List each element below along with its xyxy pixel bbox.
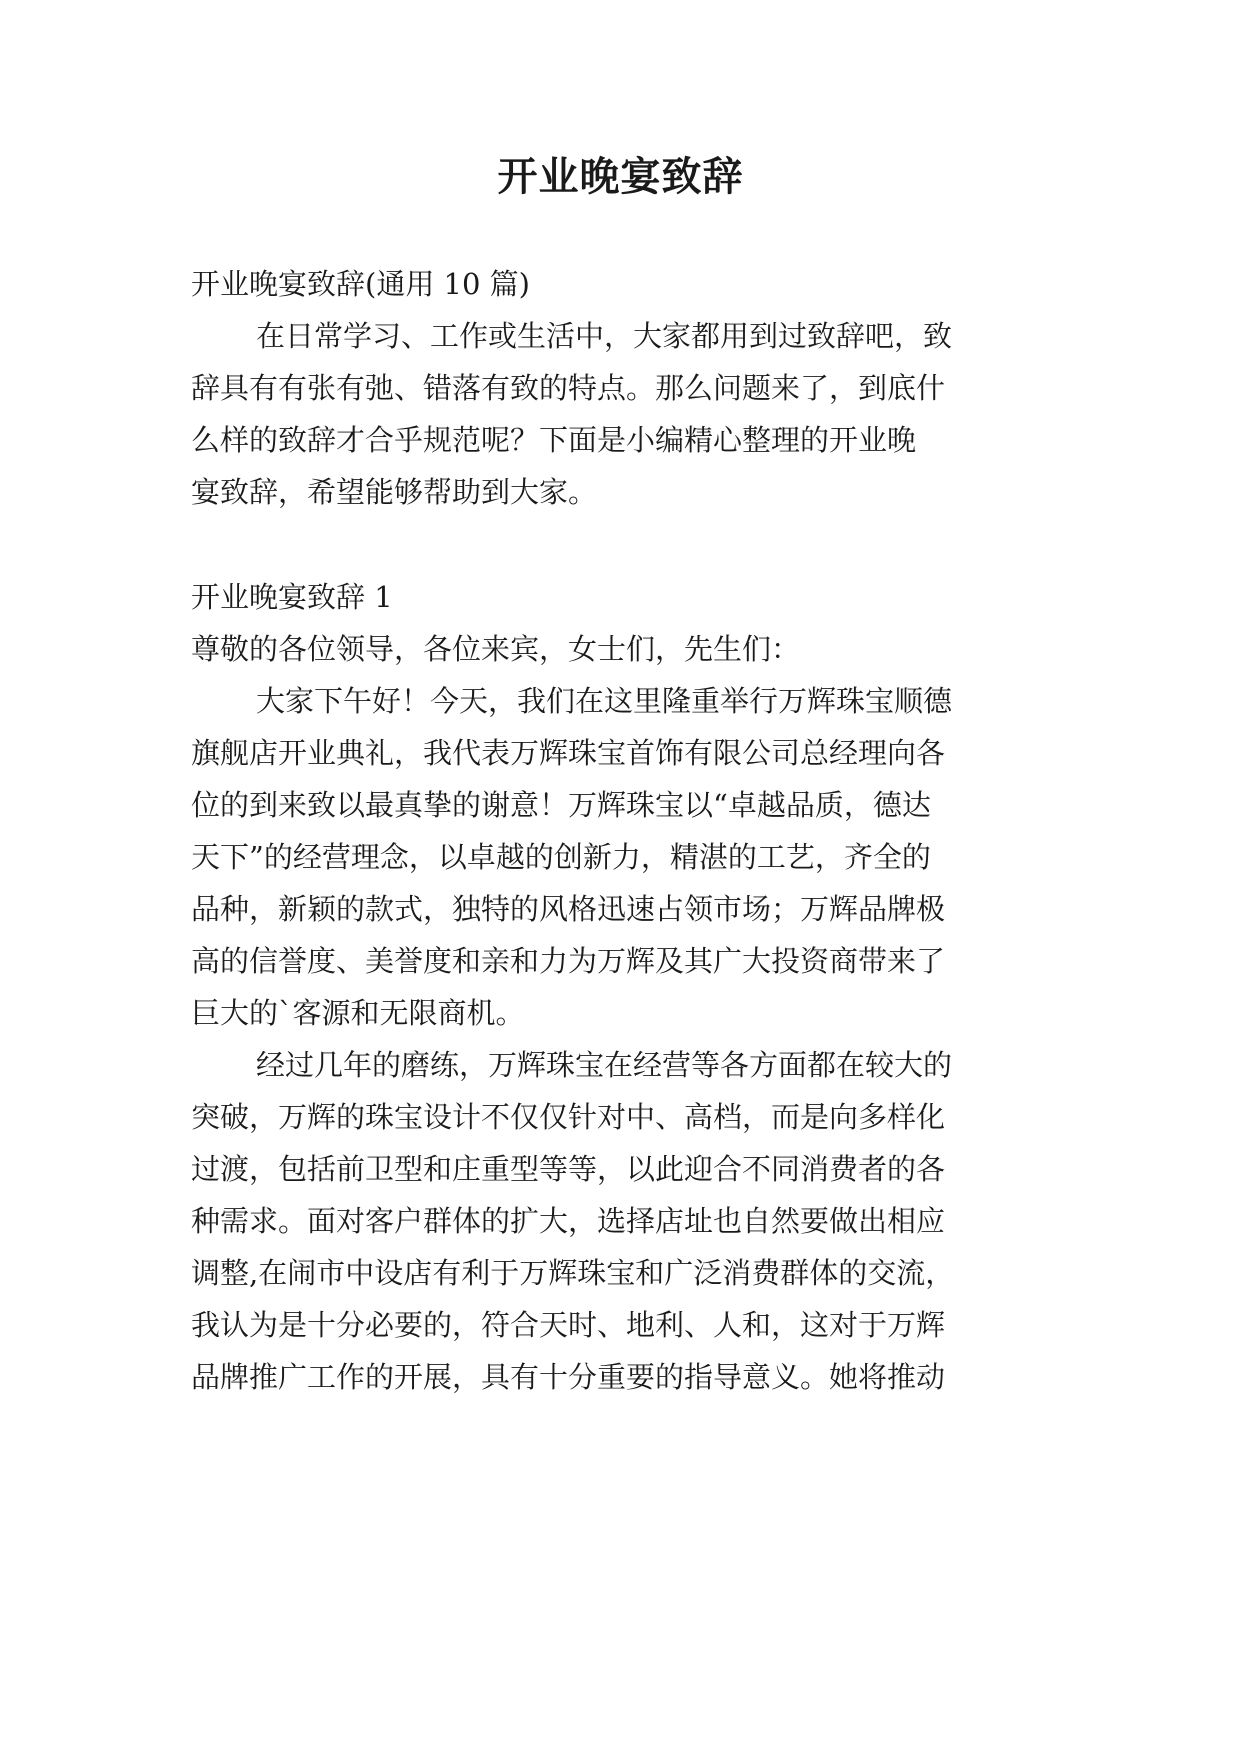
intro-line: 辞具有有张有弛、错落有致的特点。那么问题来了，到底什 [191, 371, 946, 405]
paragraph-line: 旗舰店开业典礼，我代表万辉珠宝首饰有限公司总经理向各 [191, 736, 946, 770]
paragraph-line: 巨大的`客源和无限商机。 [191, 996, 525, 1030]
paragraph-line: 品种，新颖的款式，独特的风格迅速占领市场；万辉品牌极 [191, 892, 946, 926]
document-title: 开业晚宴致辞 [497, 154, 744, 200]
paragraph-line: 大家下午好！今天，我们在这里隆重举行万辉珠宝顺德 [256, 684, 953, 718]
intro-line: 么样的致辞才合乎规范呢？下面是小编精心整理的开业晚 [191, 423, 917, 457]
paragraph-line: 高的信誉度、美誉度和亲和力为万辉及其广大投资商带来了 [191, 944, 946, 978]
section-heading: 开业晚宴致辞 1 [191, 580, 393, 614]
paragraph-line: 突破，万辉的珠宝设计不仅仅针对中、高档，而是向多样化 [191, 1100, 946, 1134]
paragraph-line: 位的到来致以最真挚的谢意！万辉珠宝以“卓越品质，德达 [191, 788, 931, 822]
paragraph-line: 我认为是十分必要的，符合天时、地利、人和，这对于万辉 [191, 1308, 946, 1342]
paragraph-line: 调整,在闹市中设店有利于万辉珠宝和广泛消费群体的交流， [191, 1256, 955, 1290]
paragraph-line: 种需求。面对客户群体的扩大，选择店址也自然要做出相应 [191, 1204, 946, 1238]
document-subtitle: 开业晚宴致辞(通用 10 篇) [191, 267, 530, 301]
paragraph-line: 品牌推广工作的开展，具有十分重要的指导意义。她将推动 [191, 1360, 946, 1394]
paragraph-line: 过渡，包括前卫型和庄重型等等，以此迎合不同消费者的各 [191, 1152, 946, 1186]
paragraph-line: 经过几年的磨练，万辉珠宝在经营等各方面都在较大的 [256, 1048, 953, 1082]
paragraph-line: 天下”的经营理念，以卓越的创新力，精湛的工艺，齐全的 [191, 840, 931, 874]
intro-line: 在日常学习、工作或生活中，大家都用到过致辞吧，致 [256, 319, 953, 353]
salutation: 尊敬的各位领导，各位来宾，女士们，先生们： [191, 632, 801, 666]
intro-line: 宴致辞，希望能够帮助到大家。 [191, 475, 598, 509]
